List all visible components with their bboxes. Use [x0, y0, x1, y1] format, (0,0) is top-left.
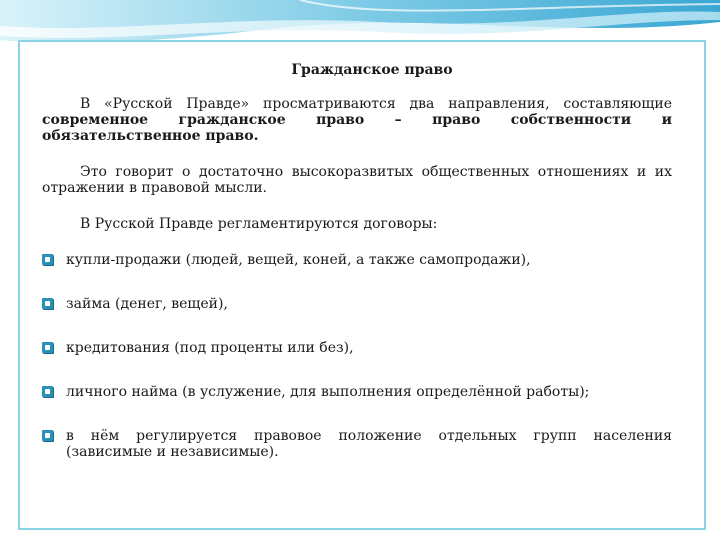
- paragraph-directions-text: В «Русской Правде» просматриваются два направления, составляющие: [80, 96, 672, 112]
- list-item: займа (денег, вещей),: [42, 296, 672, 312]
- slide-title: Гражданское право: [291, 62, 453, 78]
- list-item: личного найма (в услужение, для выполнения определённой работы);: [42, 384, 672, 400]
- list-item: купли-продажи (людей, вещей, коней, а также самопродажи),: [42, 252, 672, 268]
- bullet-square-icon: [42, 298, 53, 309]
- bullet-square-icon: [42, 254, 53, 265]
- paragraph-contracts: В Русской Правде регламентируются договоры:: [80, 216, 438, 232]
- bullet-square-icon: [42, 386, 53, 397]
- list-item: в нём регулируется правовое положение отдельных групп населения (зависимые и независимые).: [42, 428, 672, 460]
- paragraph-relations: Это говорит о достаточно высокоразвитых общественных отношениях и их отражении в правовой мысли.: [42, 164, 672, 196]
- slide-content: [42, 62, 672, 488]
- bullet-square-icon: [42, 342, 53, 353]
- list-item: кредитования (под проценты или без),: [42, 340, 672, 356]
- bullet-square-icon: [42, 430, 53, 441]
- paragraph-directions: [42, 96, 672, 144]
- paragraph-directions-bold: современное гражданское право – право собственности и обязательственное право.: [42, 112, 672, 144]
- contracts-list: [42, 252, 672, 460]
